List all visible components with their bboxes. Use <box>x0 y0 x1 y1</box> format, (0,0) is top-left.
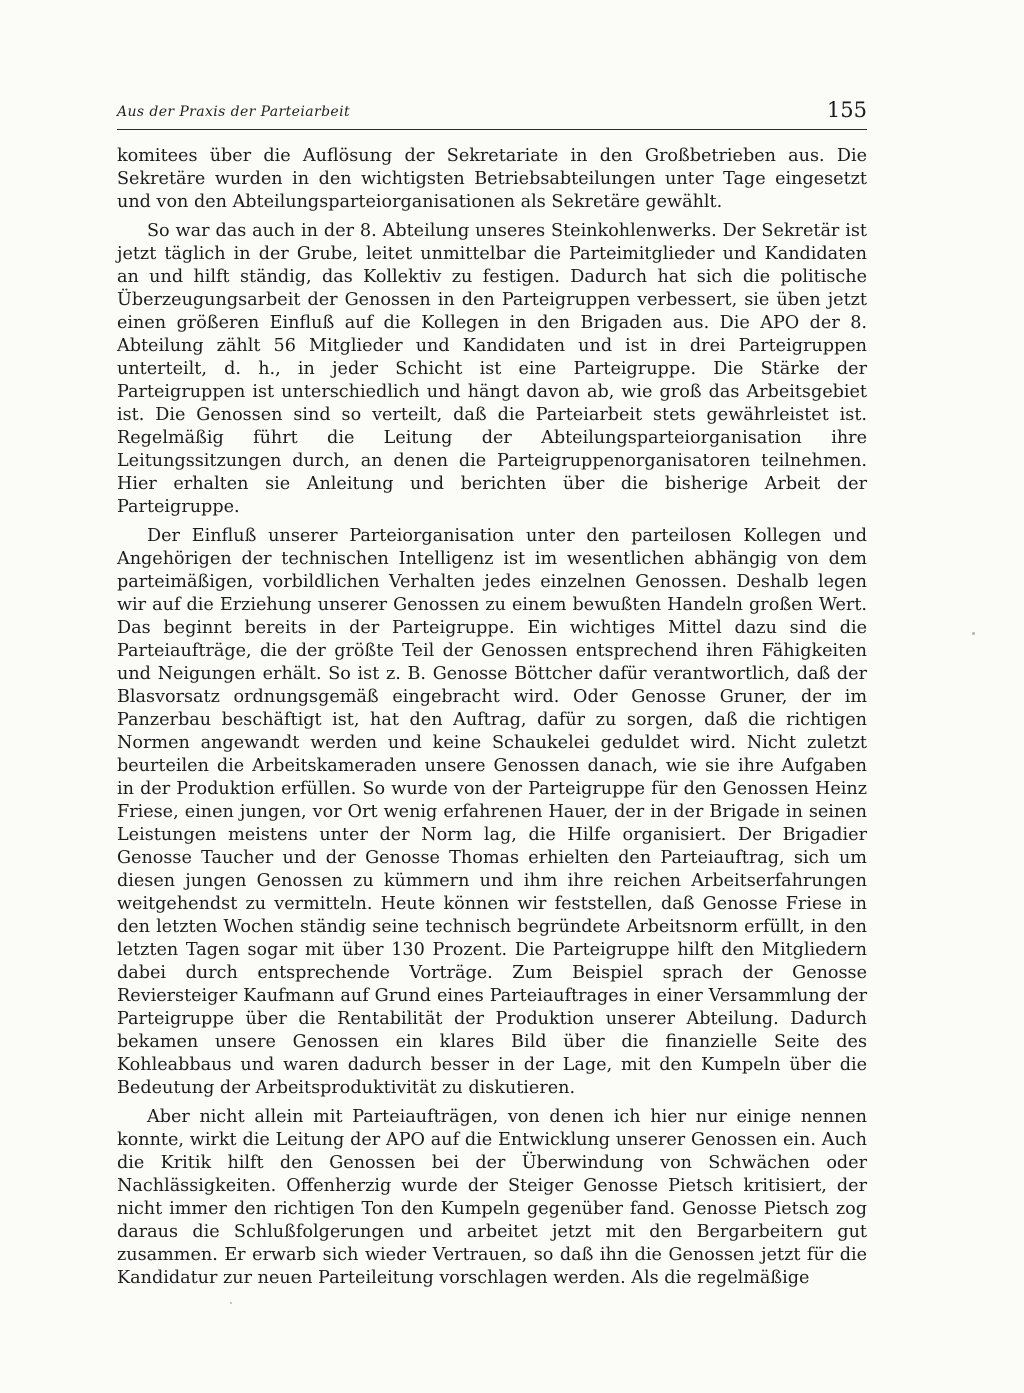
body-text <box>117 145 867 1288</box>
running-title: Aus der Praxis der Parteiarbeit <box>117 104 351 120</box>
paper-speck <box>972 632 975 635</box>
paragraph: So war das auch in der 8. Abteilung unseres Steinkohlenwerks. Der Sekretär ist jetzt täglich in der Grube, leitet unmittelbar die Parteimitglieder und Kandidaten an und hilft ständig, das Kollektiv zu festigen. Dadurch hat sich die politische Überzeugungsarbeit der Genossen in den Parteigruppen verbessert, sie üben jetzt einen größeren Einfluß auf die Kollegen in den Brigaden aus. Die APO der 8. Abteilung zählt 56 Mitglieder und Kandidaten und ist in drei Parteigruppen unterteilt, d. h., in jeder Schicht ist eine Parteigruppe. Die Stärke der Parteigruppen ist unterschiedlich und hängt davon ab, wie groß das Arbeitsgebiet ist. Die Genossen sind so verteilt, daß die Parteiarbeit stets gewährleistet ist. Regelmäßig führt die Leitung der Abteilungsparteiorganisation ihre Leitungssitzungen durch, an denen die Parteigruppenorganisatoren teilnehmen. Hier erhalten sie Anleitung und berichten über die bisherige Arbeit der Parteigruppe. <box>117 221 867 517</box>
page-number: 155 <box>826 98 867 122</box>
page-header <box>117 89 867 130</box>
paragraph: Der Einfluß unserer Parteiorganisation unter den parteilosen Kollegen und Angehörigen der technischen Intelligenz ist im wesentlichen abhängig von dem parteimäßigen, vorbildlichen Verhalten jedes einzelnen Genossen. Deshalb legen wir auf die Erziehung unserer Genossen zu einem bewußten Handeln großen Wert. Das beginnt bereits in der Parteigruppe. Ein wichtiges Mittel dazu sind die Parteiaufträge, die der größte Teil der Genossen entsprechend ihren Fähigkeiten und Neigungen erhält. So ist z. B. Genosse Böttcher dafür verantwortlich, daß der Blasvorsatz ordnungsgemäß eingebracht wird. Oder Genosse Gruner, der im Panzerbau beschäftigt ist, hat den Auftrag, dafür zu sorgen, daß die richtigen Normen angewandt werden und keine Schaukelei geduldet wird. Nicht zuletzt beurteilen die Arbeitskameraden unsere Genossen danach, wie sie ihre Aufgaben in der Produktion erfüllen. So wurde von der Parteigruppe für den Genossen Heinz Friese, einen jungen, vor Ort wenig erfahrenen Hauer, der in der Brigade in seinen Leistungen meistens unter der Norm lag, die Hilfe organisiert. Der Brigadier Genosse Taucher und der Genosse Thomas erhielten den Parteiauftrag, sich um diesen jungen Genossen zu kümmern und ihm ihre reichen Arbeitserfahrungen weitgehendst zu vermitteln. Heute können wir feststellen, daß Genosse Friese in den letzten Wochen ständig seine technisch begründete Arbeitsnorm erfüllt, in den letzten Tagen sogar mit über 130 Prozent. Die Parteigruppe hilft den Mitgliedern dabei durch entsprechende Vorträge. Zum Beispiel sprach der Genosse Reviersteiger Kaufmann auf Grund eines Parteiauftrages in einer Versammlung der Parteigruppe über die Rentabilität der Produktion unserer Abteilung. Dadurch bekamen unsere Genossen ein klares Bild über die finanzielle Seite des Kohleabbaus und waren dadurch besser in der Lage, mit den Kumpeln über die Bedeutung der Arbeitsproduktivität zu diskutieren. <box>117 526 867 1098</box>
paragraph: Aber nicht allein mit Parteiaufträgen, von denen ich hier nur einige nennen konnte, wirkt die Leitung der APO auf die Entwicklung unserer Genossen ein. Auch die Kritik hilft den Genossen bei der Überwindung von Schwächen oder Nachlässigkeiten. Offenherzig wurde der Steiger Genosse Pietsch kritisiert, der nicht immer den richtigen Ton den Kumpeln gegenüber fand. Genosse Pietsch zog daraus die Schlußfolgerungen und arbeitet jetzt mit den Bergarbeitern gut zusammen. Er erwarb sich wieder Vertrauen, so daß ihn die Genossen jetzt für die Kandidatur zur neuen Parteileitung vorschlagen werden. Als die regelmäßige <box>117 1107 867 1288</box>
paper-speck <box>230 1302 232 1304</box>
paragraph-continuation: komitees über die Auflösung der Sekretariate in den Großbetrieben aus. Die Sekretäre wurden in den wichtigsten Betriebsabteilungen unter Tage eingesetzt und von den Abteilungsparteiorganisationen als Sekretäre gewählt. <box>117 146 867 212</box>
